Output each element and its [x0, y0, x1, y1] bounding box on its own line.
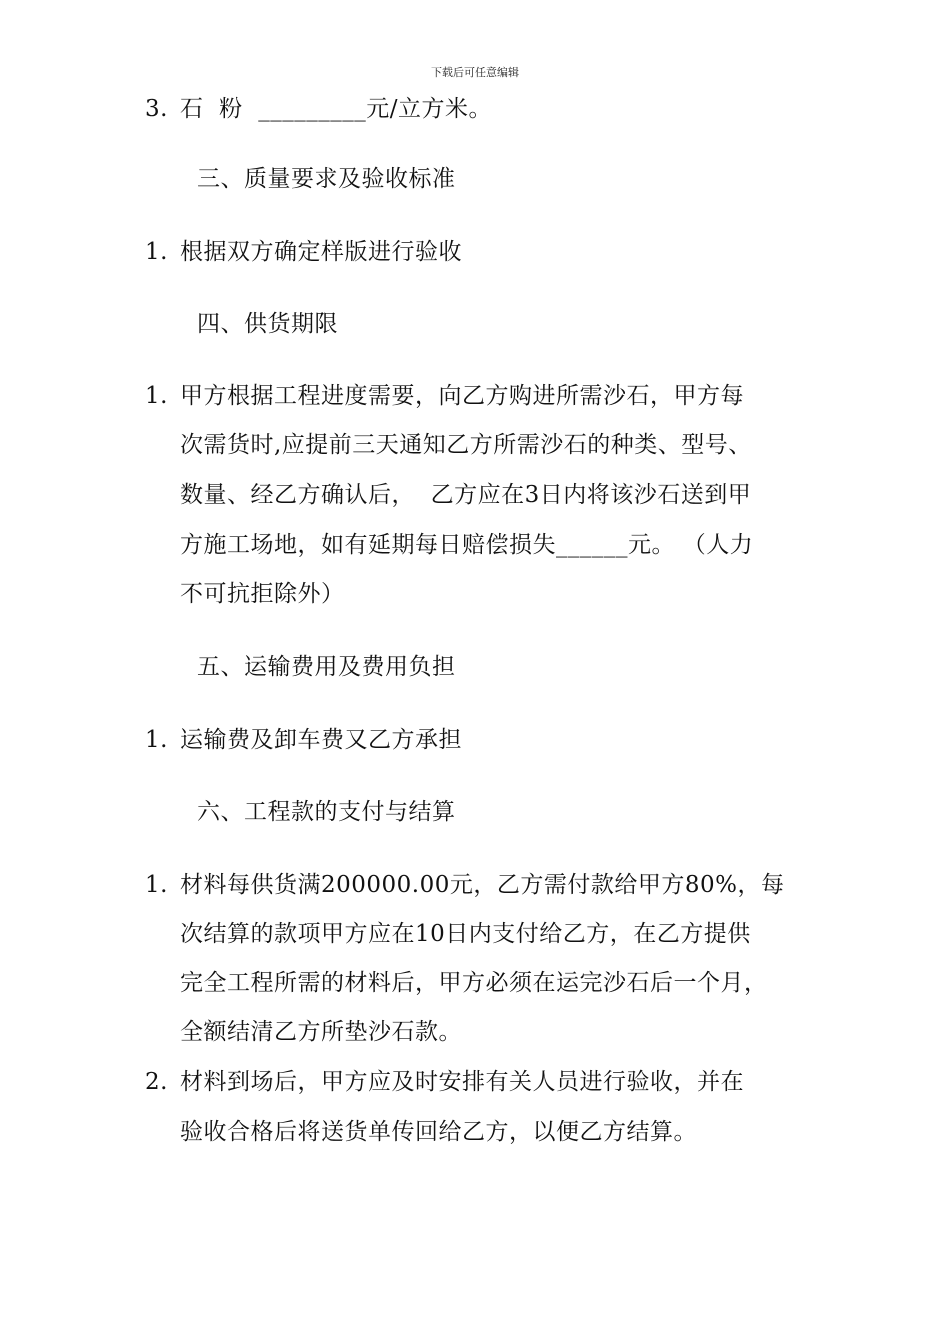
item-number: 1.	[145, 383, 168, 409]
item-text: 石 粉 _________元/立方米。	[180, 96, 492, 122]
item-number: 1.	[145, 239, 168, 265]
item-text: 甲方根据工程进度需要，向乙方购进所需沙石，甲方每	[180, 383, 744, 409]
section-title: 四、供货期限	[197, 311, 338, 337]
item-text: 材料到场后，甲方应及时安排有关人员进行验收，并在	[180, 1069, 744, 1095]
item-number: 1.	[145, 872, 168, 898]
section-title: 五、运输费用及费用负担	[197, 654, 456, 680]
item-text: 次需货时,应提前三天通知乙方所需沙石的种类、型号、	[180, 432, 752, 458]
item-number: 2.	[145, 1069, 168, 1095]
section-title: 六、工程款的支付与结算	[197, 799, 456, 825]
item-text: 运输费及卸车费又乙方承担	[180, 727, 462, 753]
item-text: 全额结清乙方所垫沙石款。	[180, 1019, 462, 1045]
item-text: 次结算的款项甲方应在10日内支付给乙方，在乙方提供	[180, 921, 751, 947]
item-number: 3.	[145, 96, 168, 122]
section-title: 三、质量要求及验收标准	[197, 166, 456, 192]
item-text: 完全工程所需的材料后，甲方必须在运完沙石后一个月，	[180, 970, 768, 996]
item-text: 验收合格后将送货单传回给乙方，以便乙方结算。	[180, 1119, 697, 1145]
item-text: 方施工场地，如有延期每日赔偿损失______元。 （人力	[180, 532, 754, 558]
item-text: 材料每供货满200000.00元，乙方需付款给甲方80%，每	[180, 872, 785, 898]
item-text: 数量、经乙方确认后， 乙方应在3日内将该沙石送到甲	[180, 482, 752, 508]
item-text: 不可抗拒除外）	[180, 581, 345, 607]
item-text: 根据双方确定样版进行验收	[180, 239, 462, 265]
item-number: 1.	[145, 727, 168, 753]
page-header: 下载后可任意编辑	[431, 66, 519, 79]
